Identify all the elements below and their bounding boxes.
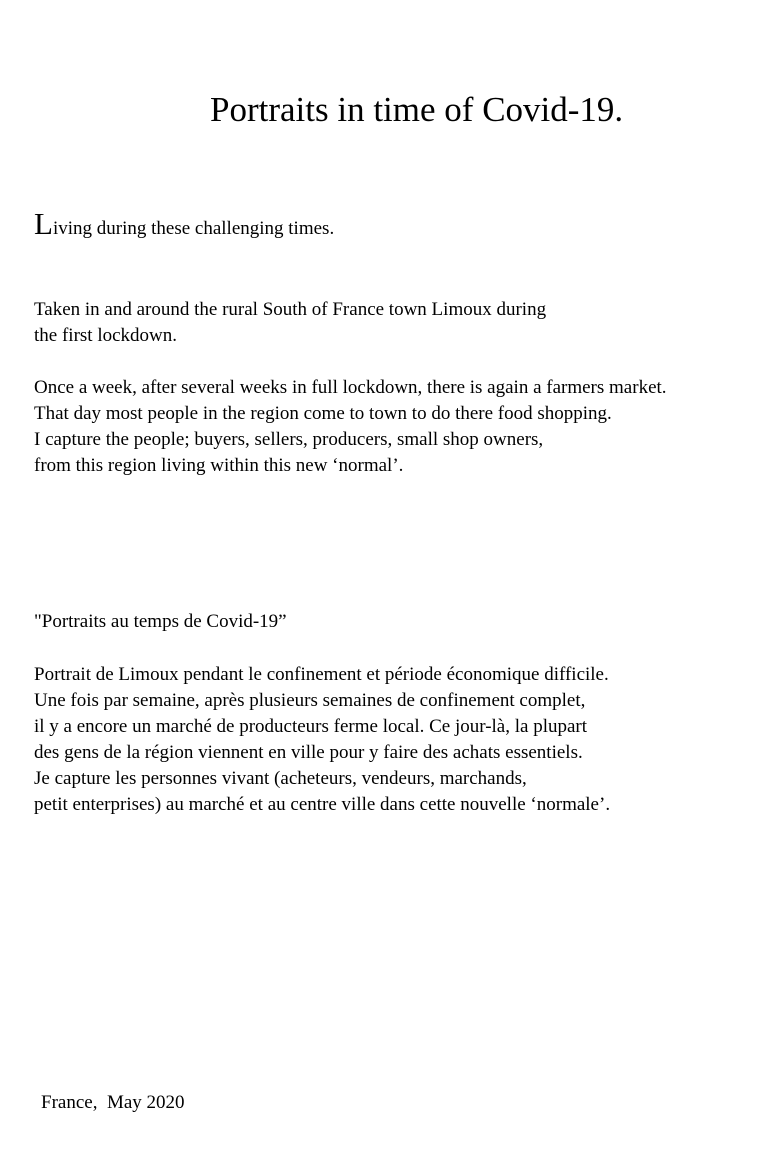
subtitle-drop-cap: L [34, 206, 53, 241]
subtitle [34, 206, 334, 247]
french-body-line: Je capture les personnes vivant (acheteurs, vendeurs, marchands, [34, 768, 527, 789]
french-body-line: Une fois par semaine, après plusieurs semaines de confinement complet, [34, 690, 586, 711]
english-intro-paragraph [34, 297, 546, 349]
page-title: Portraits in time of Covid-19. [210, 90, 624, 129]
french-body-line: des gens de la région viennent en ville pour y faire des achats essentiels. [34, 742, 583, 763]
french-body-line: il y a encore un marché de producteurs ferme local. Ce jour-là, la plupart [34, 716, 588, 737]
footer-location-date: France, May 2020 [41, 1092, 185, 1113]
english-body-line: Once a week, after several weeks in full lockdown, there is again a farmers market. [34, 377, 667, 398]
english-intro-line: Taken in and around the rural South of France town Limoux during [34, 299, 547, 320]
french-body-paragraph [34, 662, 610, 818]
french-body-line: Portrait de Limoux pendant le confinement et période économique difficile. [34, 664, 609, 685]
english-body-line: I capture the people; buyers, sellers, producers, small shop owners, [34, 429, 544, 450]
english-body-line: That day most people in the region come to town to do there food shopping. [34, 403, 612, 424]
english-body-paragraph [34, 375, 667, 479]
subtitle-text: iving during these challenging times. [52, 218, 335, 239]
english-body-line: from this region living within this new ‘normal’. [34, 455, 404, 476]
english-intro-line: the first lockdown. [34, 325, 178, 346]
french-body-line: petit enterprises) au marché et au centre ville dans cette nouvelle ‘normale’. [34, 794, 611, 815]
french-title: "Portraits au temps de Covid-19” [34, 611, 287, 632]
